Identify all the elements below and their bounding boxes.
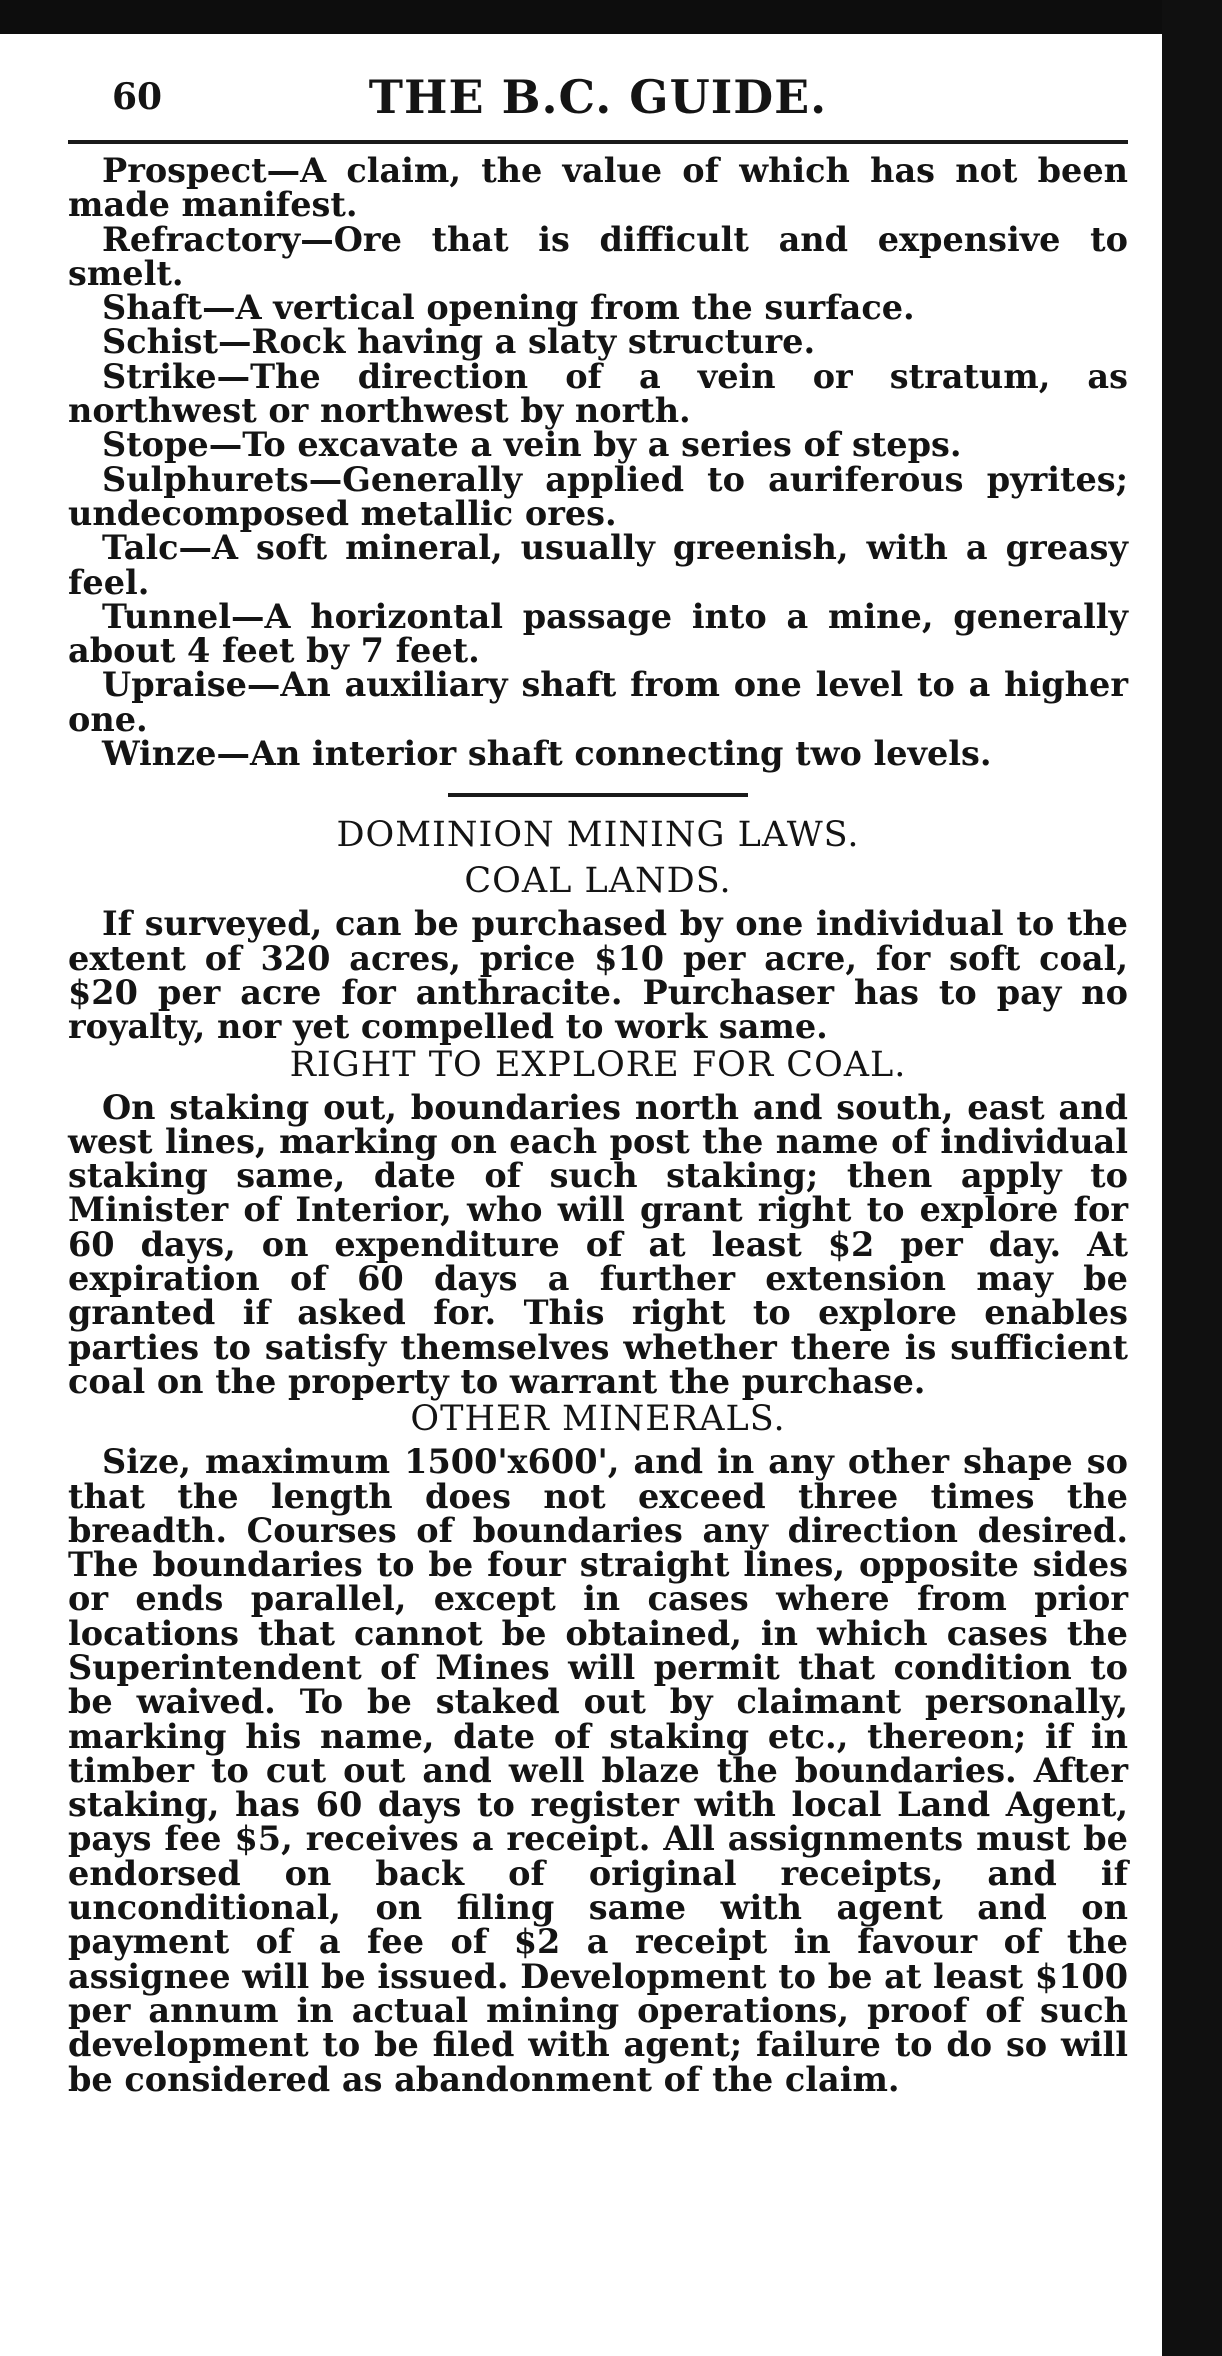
right-to-explore-heading: RIGHT TO EXPLORE FOR COAL.	[289, 1044, 907, 1085]
section-title: DOMINION MINING LAWS.	[336, 815, 860, 856]
definition-upraise: Upraise—An auxiliary shaft from one level to a higher one.	[68, 665, 1128, 739]
running-title: THE B.C. GUIDE.	[368, 70, 828, 124]
other-minerals-heading: OTHER MINERALS.	[410, 1399, 786, 1440]
definitions-list	[68, 151, 1128, 774]
other-minerals-paragraph: Size, maximum 1500'x600', and in any other shape so that the length does not exceed three times the breadth. Courses of boundaries any direction desired. The boundaries to be four straight lines, opposite sides or ends parallel, except in cases where from prior locations that cannot be obtained, in which cases the Superintendent of Mines will permit that condition to be waived. To be staked out by claimant personally, marking his name, date of staking etc., thereon; if in timber to cut out and well blaze the boundaries. After staking, has 60 days to register with local Land Agent, pays fee $5, receives a receipt. All assignments must be endorsed on back of original receipts, and if unconditional, on filing same with agent and on payment of a fee of $2 a receipt in favour of the assignee will be issued. Development to be at least $100 per annum in actual mining operations, proof of such development to be filed with agent; failure to do so will be considered as abandonment of the claim.	[68, 1442, 1128, 2099]
right-to-explore-paragraph: On staking out, boundaries north and south, east and west lines, marking on each post the name of individual staking same, date of such staking; then apply to Minister of Interior, who will grant right to explore for 60 days, on expenditure of at least $2 per day. At expiration of 60 days a further extension may be granted if asked for. This right to explore enables parties to satisfy themselves whether there is sufficient coal on the property to warrant the purchase.	[68, 1087, 1128, 1401]
definition-prospect: Prospect—A claim, the value of which has not been made manifest.	[68, 151, 1128, 225]
definition-sulphurets: Sulphurets—Generally applied to auriferous pyrites; undecomposed metallic ores.	[68, 459, 1128, 533]
definition-strike: Strike—The direction of a vein or stratum, as northwest or northwest by north.	[68, 356, 1128, 431]
definition-tunnel: Tunnel—A horizontal passage into a mine, generally about 4 feet by 7 feet.	[68, 596, 1128, 671]
definition-winze: Winze—An interior shaft connecting two levels.	[102, 734, 992, 774]
definition-refractory: Refractory—Ore that is difficult and expensive to smelt.	[68, 219, 1128, 293]
scan-right-border	[1162, 0, 1222, 2356]
definition-stope: Stope—To excavate a vein by a series of steps.	[102, 425, 962, 465]
section-divider	[448, 793, 748, 797]
definition-shaft: Shaft—A vertical opening from the surface.	[102, 288, 915, 328]
page-number: 60	[112, 76, 163, 118]
page-header	[68, 60, 1128, 144]
coal-lands-paragraph: If surveyed, can be purchased by one individual to the extent of 320 acres, price $10 per acre, for soft coal, $20 per acre for anthracite. Purchaser has to pay no royalty, nor yet compelled to work same.	[68, 904, 1128, 1047]
definition-schist: Schist—Rock having a slaty structure.	[102, 322, 816, 362]
book-page	[68, 60, 1128, 2097]
definition-talc: Talc—A soft mineral, usually greenish, with a greasy feel.	[68, 528, 1128, 602]
coal-lands-heading: COAL LANDS.	[464, 861, 732, 902]
scan-top-border	[0, 0, 1222, 34]
